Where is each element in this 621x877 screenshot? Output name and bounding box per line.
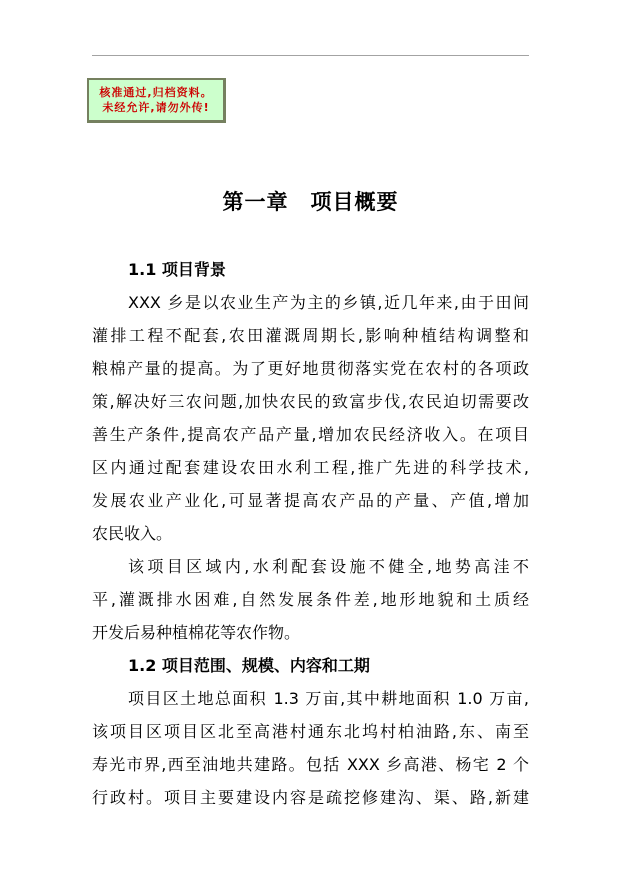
text-line: 行政村。项目主要建设内容是疏挖修建沟、渠、路,新建 [92, 788, 529, 807]
paragraph-background [92, 286, 529, 550]
text-line: 灌排工程不配套,农田灌溉周期长,影响种植结构调整和 [92, 326, 529, 345]
approval-stamp [87, 78, 226, 123]
text-line: 发展农业产业化,可显著提高农产品的产量、产值,增加 [92, 491, 529, 510]
text-line: 粮棉产量的提高。为了更好地贯彻落实党在农村的各项政 [92, 359, 529, 378]
text-line: 策,解决好三农问题,加快农民的致富步伐,农民迫切需要改 [92, 392, 529, 411]
text-line: 该项目区域内,水利配套设施不健全,地势高洼不 [128, 557, 529, 576]
text-line: 善生产条件,提高农产品产量,增加农民经济收入。在项目 [92, 425, 529, 444]
text-line: 区内通过配套建设农田水利工程,推广先进的科学技术, [92, 458, 529, 477]
stamp-text-line-2: 未经允许,请勿外传! [102, 101, 210, 114]
text-line: 平,灌溉排水困难,自然发展条件差,地形地貌和土质经 [92, 590, 529, 609]
paragraph-scope [92, 682, 529, 814]
header-rule [92, 55, 529, 56]
section-heading-1-1: 1.1 项目背景 [128, 260, 226, 279]
section-heading-1-2: 1.2 项目范围、规模、内容和工期 [128, 656, 370, 675]
paragraph-site-conditions [92, 550, 529, 649]
text-line: XXX 乡是以农业生产为主的乡镇,近几年来,由于田间 [128, 293, 529, 312]
text-line: 项目区土地总面积 1.3 万亩,其中耕地面积 1.0 万亩, [128, 689, 529, 708]
stamp-text-line-1: 核准通过,归档资料。 [99, 86, 213, 99]
text-line: 寿光市界,西至油地共建路。包括 XXX 乡高港、杨宅 2 个 [92, 755, 529, 774]
document-body [92, 253, 529, 814]
text-line: 该项目区项目区北至高港村通东北坞村柏油路,东、南至 [92, 722, 529, 741]
chapter-title: 第一章 项目概要 [222, 190, 399, 214]
text-line: 农民收入。 [92, 524, 173, 543]
text-line: 开发后易种植棉花等农作物。 [92, 623, 301, 642]
